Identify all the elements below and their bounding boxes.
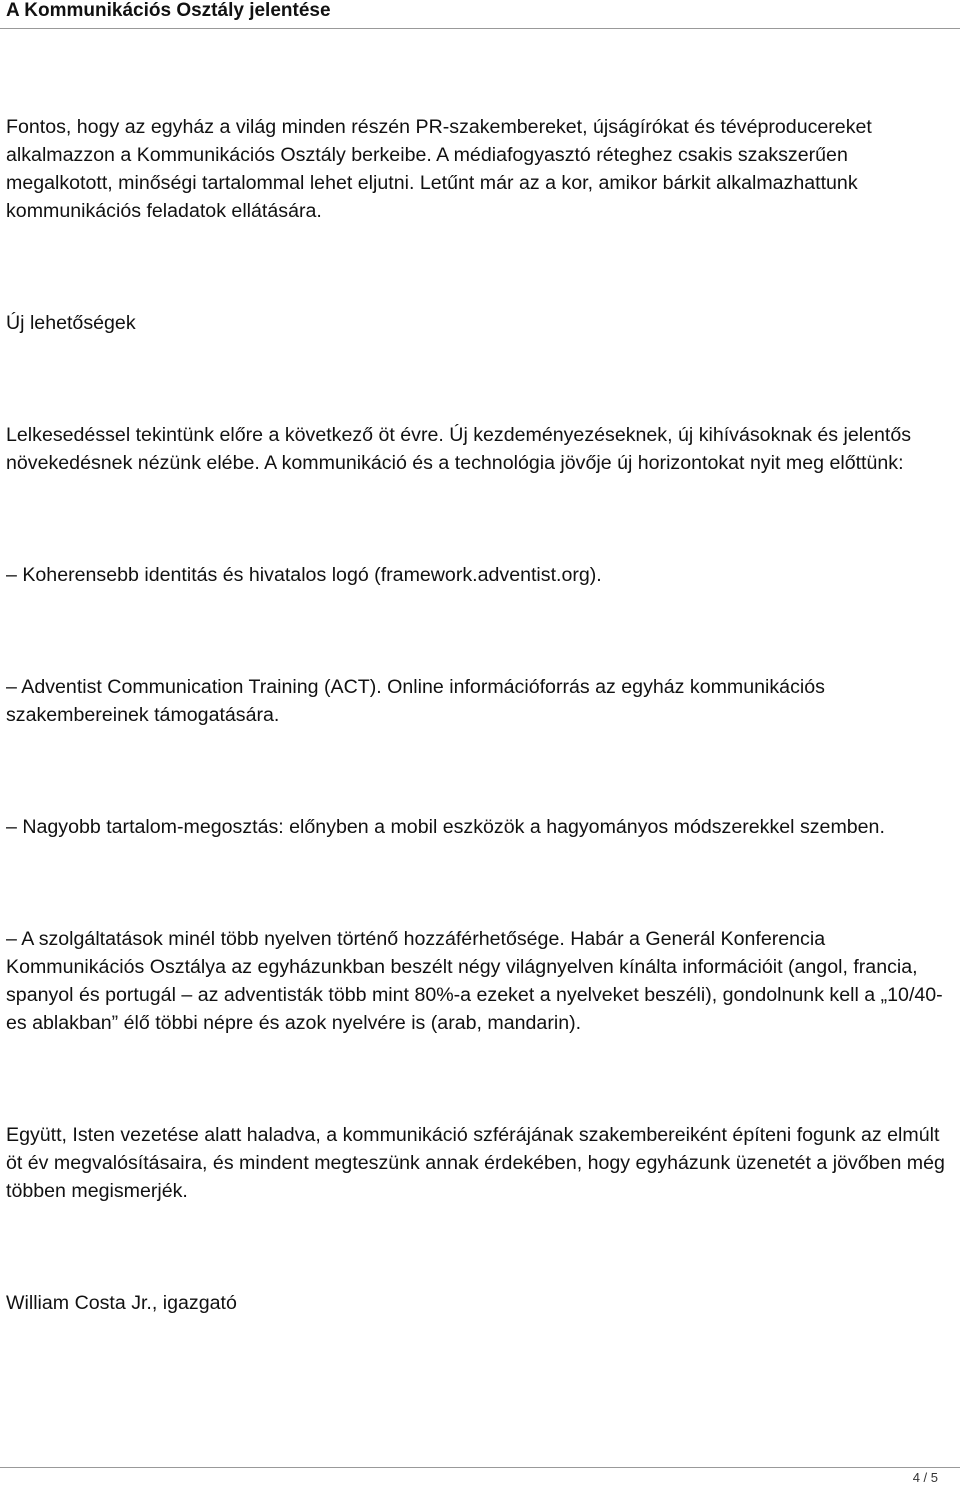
list-item: – Adventist Communication Training (ACT). Online információforrás az egyház kommunikációs szakembereinek támogatására. — [6, 676, 825, 726]
intro-paragraph: Fontos, hogy az egyház a világ minden részén PR-szakembereket, újságírókat és tévéproducereket alkalmazzon a Kommunikációs Osztály berkeibe. A médiafogyasztó réteghez csakis szakszerűen megalkotott, minőségi tartalommal lehet eljutni. Letűnt már az a kor, amikor bárkit alkalmazhattunk kommunikációs feladatok ellátására. — [6, 116, 872, 222]
footer-divider — [0, 1467, 960, 1468]
outlook-paragraph: Lelkesedéssel tekintünk előre a következő öt évre. Új kezdeményezéseknek, új kihívásoknak és jelentős növekedésnek nézünk elébe. A kommunikáció és a technológia jövője új horizontokat nyit meg előttünk: — [6, 424, 912, 474]
list-item: – Koherensebb identitás és hivatalos logó (framework.adventist.org). — [6, 564, 602, 586]
header-divider — [0, 28, 960, 29]
closing-paragraph: Együtt, Isten vezetése alatt haladva, a kommunikáció szférájának szakembereiként építeni fogunk az elmúlt öt év megvalósításaira, és mindent megteszünk annak érdekében, hogy egyházunk üzenetét a jövőben még többen megismerjék. — [6, 1124, 945, 1202]
section-subheading: Új lehetőségek — [6, 312, 136, 334]
document-title: A Kommunikációs Osztály jelentése — [6, 0, 331, 21]
page-number: 4 / 5 — [912, 1470, 938, 1485]
signature: William Costa Jr., igazgató — [6, 1292, 237, 1314]
list-item: – A szolgáltatások minél több nyelven történő hozzáférhetősége. Habár a Generál Konferencia Kommunikációs Osztálya az egyházunkban beszélt négy világnyelven kínálta információit (angol, francia, spanyol és portugál – az adventisták több mint 80%-a ezeket a nyelveket beszéli), gondolnunk kell a „10/40-es ablakban” élő többi népre és azok nyelvére is (arab, mandarin). — [6, 928, 943, 1034]
list-item: – Nagyobb tartalom-megosztás: előnyben a mobil eszközök a hagyományos módszerekkel szemben. — [6, 816, 885, 838]
document-body — [6, 113, 956, 1317]
